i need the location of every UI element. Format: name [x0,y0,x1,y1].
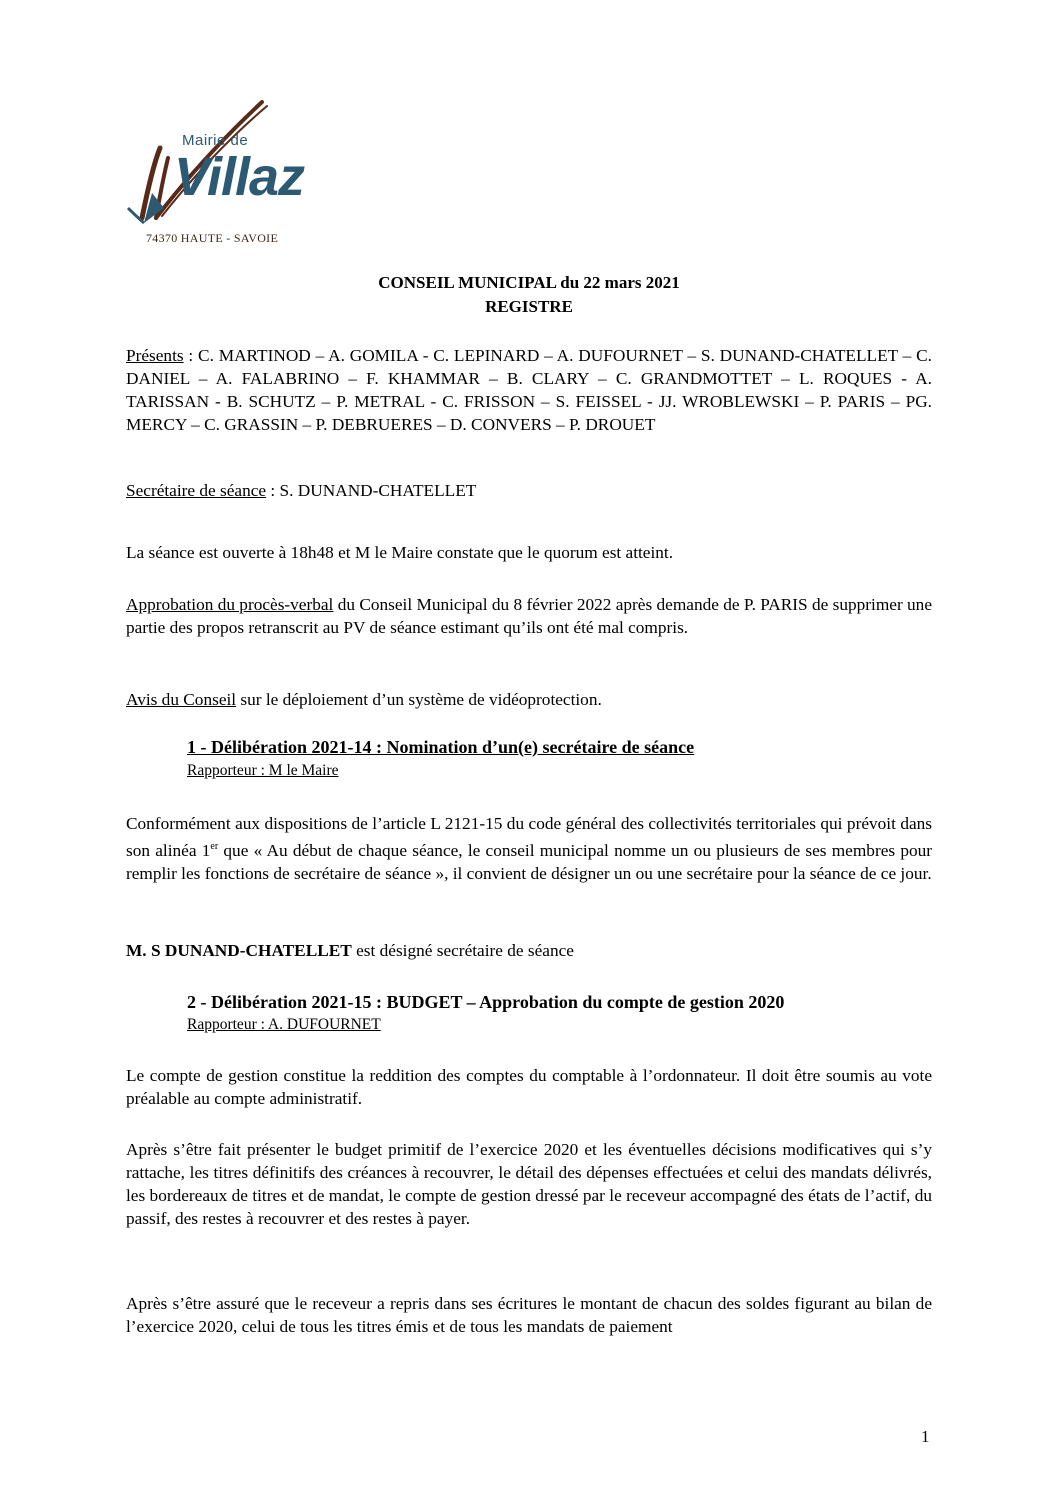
delib2-title: 2 - Délibération 2021-15 : BUDGET – Approbation du compte de gestion 2020 [187,992,785,1012]
secretaire-label: Secrétaire de séance [126,481,267,500]
ouverture-paragraph: La séance est ouverte à 18h48 et M le Maire constate que le quorum est atteint. [126,543,674,562]
avis-label: Avis du Conseil [126,690,237,709]
delib2-paragraph-1: Le compte de gestion constitue la reddition des comptes du comptable à l’ordonnateur. Il doit être soumis au vote préalable au compte administratif. [126,1066,932,1108]
document-title: CONSEIL MUNICIPAL du 22 mars 2021 [378,273,680,292]
delib2-rapporteur: Rapporteur : A. DUFOURNET [187,1016,381,1033]
delib1-result [126,939,932,962]
delib2-paragraph-3: Après s’être assuré que le receveur a repris dans ses écritures le montant de chacun des soldes figurant au bilan de l’exercice 2020, celui de tous les titres émis et de tous les mandats de paiement [126,1294,932,1336]
delib1-body [126,812,932,885]
page-number: 1 [921,1427,930,1446]
approbation-text: du Conseil Municipal du 8 février 2022 après demande de P. PARIS de supprimer une partie des propos retranscrit au PV de séance estimant qu’ils ont été mal compris. [126,595,932,637]
logo-haute-savoie: 74370 HAUTE - SAVOIE [146,231,279,245]
presents-list: : C. MARTINOD – A. GOMILA - C. LEPINARD – A. DUFOURNET – S. DUNAND-CHATELLET – C. DANIEL – A. FALABRINO – F. KHAMMAR – B. CLARY – C. GRANDMOTTET – L. ROQUES - A. TARISSAN - B. SCHUTZ – P. METRAL - C. FRISSON – S. FEISSEL - JJ. WROBLEWSKI – P. PARIS – PG. MERCY – C. GRASSIN – P. DEBRUERES – D. CONVERS – P. DROUET [126,346,932,434]
mairie-logo [122,98,307,248]
secretaire-paragraph [126,479,932,502]
delib1-title: 1 - Délibération 2021-14 : Nomination d’un(e) secrétaire de séance [187,737,695,757]
logo-villaz: Villaz [174,147,305,207]
delib2-paragraph-2: Après s’être fait présenter le budget primitif de l’exercice 2020 et les éventuelles décisions modificatives qui s’y rattache, les titres définitifs des créances à recouvrer, le détail des dépenses effectuées et celui des mandats délivrés, les bordereaux de titres et de mandat, le compte de gestion dressé par le receveur accompagné des états de l’actif, du passif, des restes à recouvrer et des restes à payer. [126,1140,932,1228]
presents-label: Présents [126,346,184,365]
presents-paragraph [126,344,932,436]
approbation-paragraph [126,593,932,639]
delib1-rapporteur: Rapporteur : M le Maire [187,762,339,779]
logo-mairie-de: Mairie de [182,132,249,149]
delib1-body-text-a: Conformément aux dispositions de l’article L 2121-15 du code général des collectivités territoriales qui prévoit dans son alinéa 1 [126,814,932,860]
approbation-label: Approbation du procès-verbal [126,595,334,614]
delib1-result-text: est désigné secrétaire de séance [351,941,574,960]
delib1-body-text-b: que « Au début de chaque séance, le conseil municipal nomme un ou plusieurs de ses membres pour remplir les fonctions de secrétaire de séance », il convient de désigner un ou une secrétaire pour la séance de ce jour. [126,840,933,883]
avis-paragraph [126,688,932,711]
delib1-result-name: M. S DUNAND-CHATELLET [126,941,352,960]
avis-text: sur le déploiement d’un système de vidéoprotection. [236,690,602,709]
document-subtitle: REGISTRE [485,297,573,316]
delib1-body-sup: er [210,841,219,852]
secretaire-value: : S. DUNAND-CHATELLET [266,481,477,500]
